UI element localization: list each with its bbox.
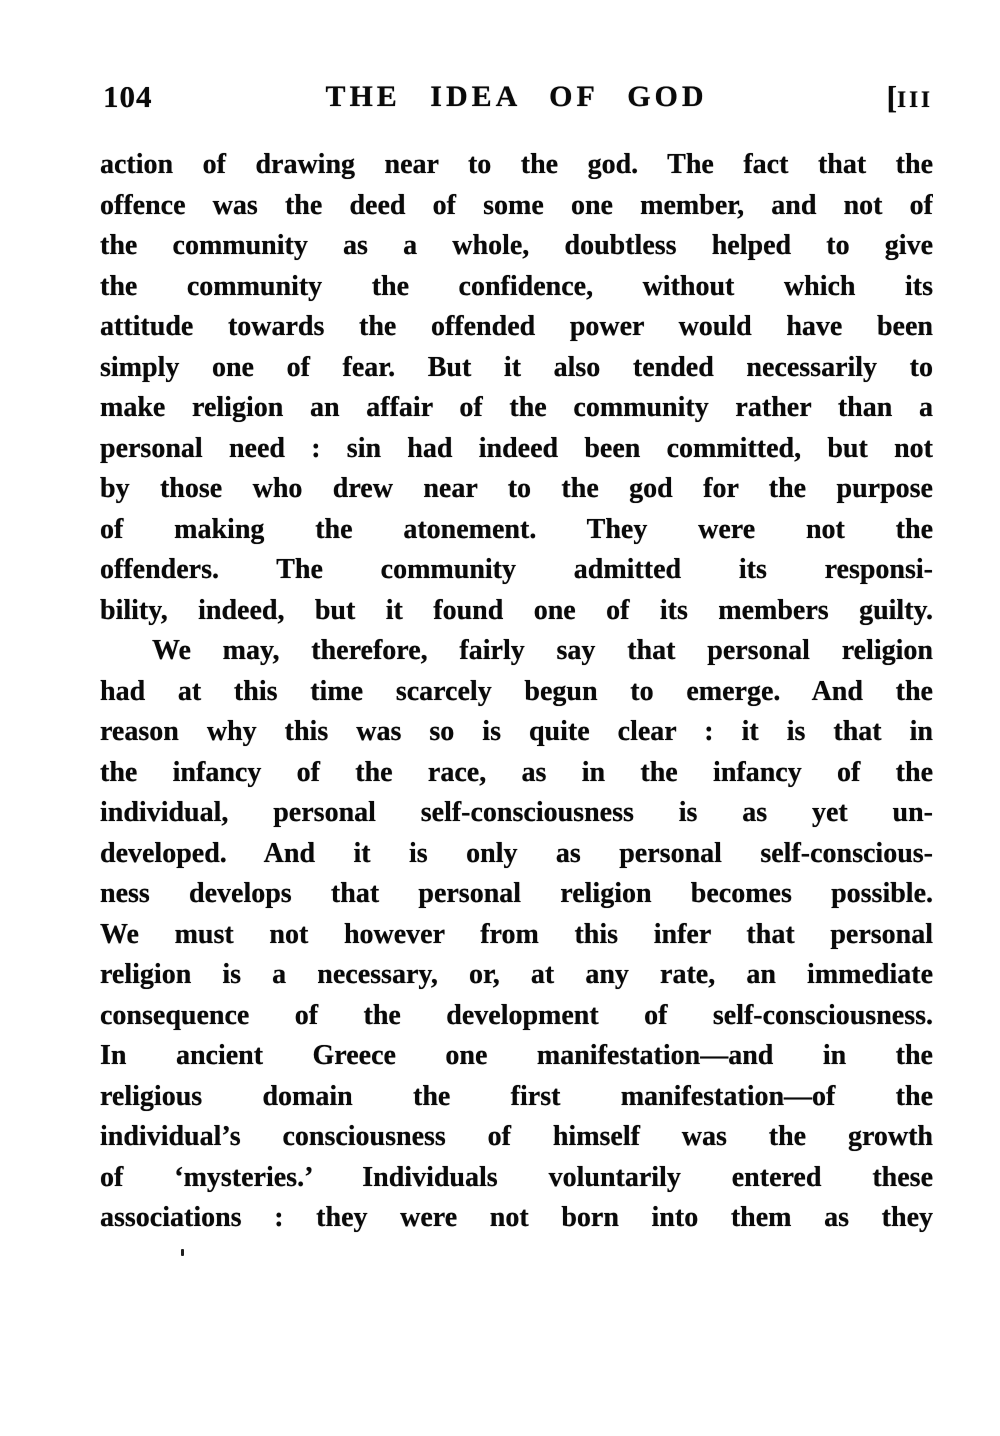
- text-line: personal need : sin had indeed been committed, but not: [100, 432, 933, 464]
- scan-artifact-speck: [181, 1249, 184, 1256]
- text-line: reason why this was so is quite clear : it is that in: [100, 716, 933, 747]
- text-line: the infancy of the race, as in the infancy of the: [100, 756, 933, 788]
- folio-bracket: [: [886, 79, 898, 115]
- text-line: offence was the deed of some one member, and not of: [100, 189, 933, 221]
- text-line: action of drawing near to the god. The fact that the: [100, 149, 933, 180]
- text-line: bility, indeed, but it found one of its members guilty.: [100, 594, 933, 626]
- text-line: of making the atonement. They were not the: [100, 513, 933, 545]
- text-line: We must not however from this infer that personal: [100, 918, 933, 950]
- text-line: had at this time scarcely begun to emerge. And the: [100, 675, 933, 707]
- text-line: simply one of fear. But it also tended necessarily to: [100, 351, 933, 383]
- text-line: of ‘mysteries.’ Individuals voluntarily entered these: [100, 1161, 933, 1193]
- text-line: developed. And it is only as personal self-conscious-: [100, 837, 933, 869]
- text-line: individual’s consciousness of himself was the growth: [100, 1121, 933, 1152]
- body-text: [100, 145, 933, 1239]
- page-header: [100, 80, 933, 116]
- text-line: ness develops that personal religion becomes possible.: [100, 878, 933, 909]
- text-line: religion is a necessary, or, at any rate, an immediate: [100, 959, 933, 990]
- text-line: make religion an affair of the community rather than a: [100, 392, 933, 423]
- text-line: the community as a whole, doubtless helped to give: [100, 230, 933, 261]
- text-line: religious domain the first manifestation—of the: [100, 1080, 933, 1112]
- text-line: In ancient Greece one manifestation—and in the: [100, 1040, 933, 1071]
- text-line: associations : they were not born into them as they: [100, 1202, 933, 1233]
- text-line: attitude towards the offended power would have been: [100, 311, 933, 342]
- text-line: offenders. The community admitted its responsi-: [100, 554, 933, 585]
- chapter-folio: [886, 80, 933, 117]
- text-line: consequence of the development of self-consciousness.: [100, 999, 933, 1031]
- text-line-paragraph-start: We may, therefore, fairly say that personal religion: [152, 635, 933, 666]
- page-number: 104: [103, 79, 153, 114]
- text-line: individual, personal self-consciousness is as yet un-: [100, 797, 933, 828]
- folio-numeral: III: [897, 87, 933, 112]
- running-title: THE IDEA OF GOD: [325, 80, 708, 113]
- text-line: by those who drew near to the god for the purpose: [100, 473, 933, 504]
- text-line: the community the confidence, without which its: [100, 270, 933, 302]
